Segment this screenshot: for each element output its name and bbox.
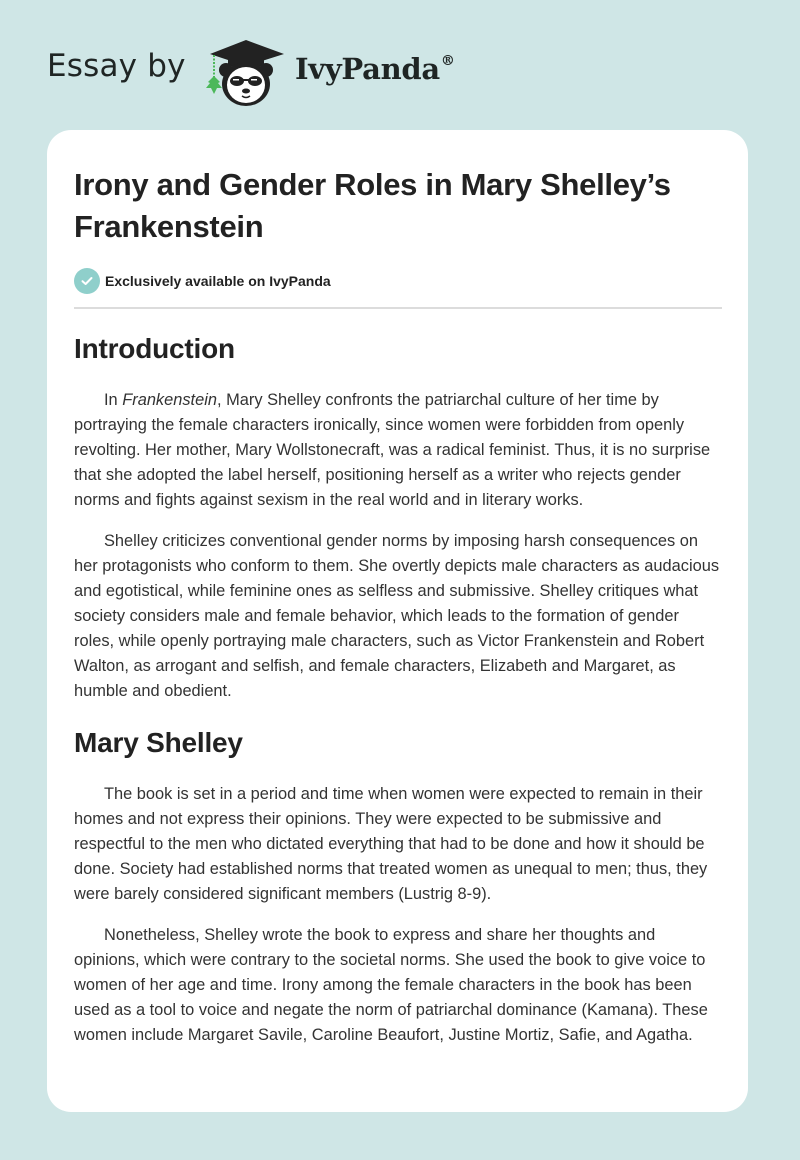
check-circle-icon (74, 268, 100, 294)
exclusive-label: Exclusively available on IvyPanda (105, 273, 331, 289)
paragraph: Nonetheless, Shelley wrote the book to express and share her thoughts and opinions, which were contrary to the societal norms. She used the book to give voice to women of her age and time. Irony among the female characters in the book has been used as a tool to voice and negate the norm of patriarchal dominance (Kamana). These women include Margaret Savile, Caroline Beaufort, Justine Mortiz, Safie, and Agatha. (74, 926, 708, 1044)
registered-mark: ® (440, 53, 455, 69)
title-divider (74, 307, 722, 309)
book-title-italic: Frankenstein (122, 391, 217, 409)
section-heading-introduction: Introduction (74, 333, 235, 364)
section-heading-mary-shelley: Mary Shelley (74, 727, 243, 758)
essay-content (74, 164, 722, 1048)
paragraph (74, 388, 722, 513)
paragraph-lead: In (104, 391, 123, 409)
site-header (0, 0, 800, 130)
exclusive-badge (74, 268, 722, 294)
brand-name[interactable] (295, 52, 455, 86)
essay-card (47, 130, 748, 1112)
essay-by-label: Essay by (47, 48, 186, 84)
panda-graduate-logo-icon[interactable] (200, 36, 292, 108)
paragraph: The book is set in a period and time when women were expected to remain in their homes and not express their opinions. They were expected to be submissive and respectful to the men who dictated everything that had to be done and how it should be done. Society had established norms that treated women as unequal to men; thus, they were barely considered significant members (Lustrig 8-9). (74, 785, 708, 903)
brand-text: IvyPanda (295, 52, 440, 86)
page-title: Irony and Gender Roles in Mary Shelley’s Frankenstein (74, 167, 671, 244)
paragraph: Shelley criticizes conventional gender norms by imposing harsh consequences on her protagonists who conform to them. She overtly depicts male characters as audacious and egotistical, while feminine ones as selfless and submissive. Shelley critiques what society considers male and female behavior, which leads to the formation of gender roles, while openly portraying male characters, such as Victor Frankenstein and Robert Walton, as arrogant and selfish, and female characters, Elizabeth and Margaret, as humble and obedient. (74, 532, 720, 700)
paragraph-rest: , Mary Shelley confronts the patriarchal culture of her time by portraying the female characters ironically, since women were forbidden from openly revolting. Her mother, Mary Wollstonecraft, was a radical feminist. Thus, it is no surprise that she adopted the label herself, positioning herself as a writer who rejects gender norms and fights against sexism in the real world and in literary works. (74, 391, 711, 509)
